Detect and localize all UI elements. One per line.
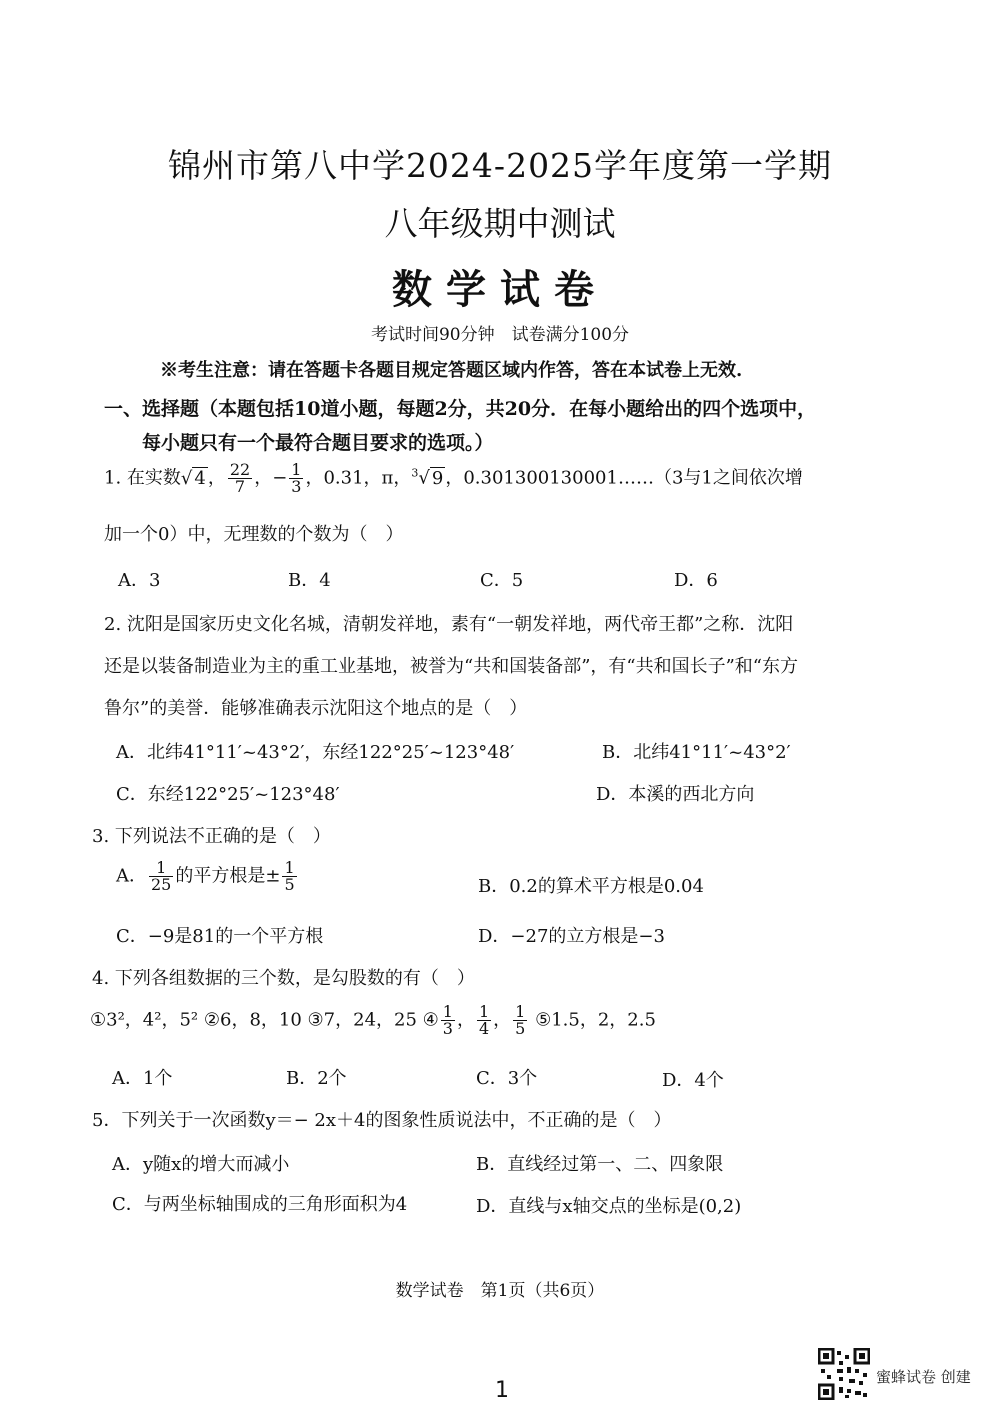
q2-option-c[interactable]: C．东经122°25′~123°48′ <box>116 784 340 805</box>
q4-groups: ①3²，4²，5² ②6，8，10 ③7，24，25 ④ $\frac{1}{3}$ ， $\frac{1}{4}$ ， $\frac{1}{5}$ ⑤1.5，2，2.5 <box>90 1002 656 1038</box>
q4-option-d[interactable]: D．4个 <box>662 1070 724 1091</box>
q1-tail: ，0.301300130001……（3与1之间依次增 <box>445 467 803 489</box>
q5-stem: 5．下列关于一次函数y＝− 2x＋4的图象性质说法中，不正确的是（ ） <box>92 1110 672 1131</box>
q1-frac1-den: 7 <box>234 477 246 496</box>
q1-neg: ，− <box>254 467 288 489</box>
q3-opt-a-mid: 的平方根是± <box>175 865 281 887</box>
q5-option-a[interactable]: A．y随x的增大而减小 <box>112 1154 290 1175</box>
q1-option-c[interactable]: C．5 <box>480 570 524 591</box>
q2-stem-line1: 2. 沈阳是国家历史文化名城，清朝发祥地，素有“一朝发祥地，两代帝王都”之称．沈阳 <box>104 614 794 635</box>
q4-option-b[interactable]: B．2个 <box>286 1068 347 1089</box>
q4-option-a[interactable]: A．1个 <box>112 1068 173 1089</box>
q3-option-a[interactable] <box>116 860 299 893</box>
q5-option-c[interactable]: C．与两坐标轴围成的三角形面积为4 <box>112 1194 408 1215</box>
q4-f2-num: 1 <box>478 1002 490 1021</box>
q3-frac1-den: 25 <box>151 875 172 894</box>
brand-label: 蜜蜂试卷 创建 <box>876 1368 971 1386</box>
q1-stem-line2: 加一个0）中，无理数的个数为（ ） <box>104 524 404 545</box>
fraction-1-3-b <box>441 1004 455 1037</box>
q1-frac1-num: 22 <box>229 460 251 479</box>
q1-frac2-num: 1 <box>291 460 302 479</box>
q4-option-c[interactable]: C．3个 <box>476 1068 538 1089</box>
q2-option-a[interactable]: A．北纬41°11′~43°2′，东经122°25′~123°48′ <box>116 742 515 763</box>
notice: ※考生注意：请在答题卡各题目规定答题区域内作答，答在本试卷上无效. <box>160 360 743 381</box>
section-heading-line1: 一、选择题（本题包括10道小题，每题2分，共20分．在每小题给出的四个选项中， <box>104 398 817 420</box>
q3-frac2-den: 5 <box>284 875 295 894</box>
qr-code-icon <box>818 1348 870 1400</box>
q1-option-b[interactable]: B．4 <box>288 570 331 591</box>
q4-f3-num: 1 <box>515 1002 526 1021</box>
fraction-1-5 <box>282 860 296 893</box>
fraction-1-4 <box>477 1004 491 1037</box>
q3-option-c[interactable]: C．−9是81的一个平方根 <box>116 926 324 947</box>
q1-stem-line1: 1. 在实数√ 4 ， $\frac{22}{7}$ ，− $\frac{1}{3}$ ，0.31，π，$^3$√ 9 ，0.301300130001……（3与1之间依次增 <box>104 460 803 496</box>
q4-f1-den: 3 <box>442 1019 453 1038</box>
q5-option-b[interactable]: B．直线经过第一、二、四象限 <box>476 1154 724 1175</box>
q4-stem: 4. 下列各组数据的三个数，是勾股数的有（ ） <box>92 968 475 989</box>
q2-stem-line2: 还是以装备制造业为主的重工业基地，被誉为“共和国装备部”，有“共和国长子”和“东方 <box>104 656 799 677</box>
exam-info: 考试时间90分钟 试卷满分100分 <box>370 325 630 345</box>
q2-option-b[interactable]: B．北纬41°11′~43°2′ <box>602 742 791 763</box>
q2-option-d[interactable]: D．本溪的西北方向 <box>596 784 755 805</box>
school-title: 锦州市第八中学2024-2025学年度第一学期 <box>167 146 833 185</box>
exam-title: 八年级期中测试 <box>384 204 616 243</box>
fraction-1-3 <box>289 462 303 495</box>
q3-stem: 3. 下列说法不正确的是（ ） <box>92 826 331 847</box>
q1-frac2-den: 3 <box>291 477 302 496</box>
q3-frac1-num: 1 <box>149 860 173 877</box>
fraction-1-25 <box>149 860 173 893</box>
q4-f2-den: 4 <box>478 1019 490 1038</box>
q1-option-d[interactable]: D．6 <box>674 570 718 591</box>
page-footer: 数学试卷 第1页（共6页） <box>395 1281 605 1301</box>
q4-groups-text: ①3²，4²，5² ②6，8，10 ③7，24，25 ④ <box>90 1009 439 1031</box>
q3-option-d[interactable]: D．−27的立方根是−3 <box>478 926 665 947</box>
sqrt4-radicand: 4 <box>194 467 206 489</box>
fraction-1-5-b <box>513 1004 527 1037</box>
q4-group5: ⑤1.5，2，2.5 <box>535 1009 656 1031</box>
q1-mid: ，0.31，π， <box>305 467 412 489</box>
q1-option-a[interactable]: A．3 <box>118 570 161 591</box>
q3-opt-a-prefix: A． <box>116 865 147 887</box>
page-number: 1 <box>495 1378 509 1403</box>
section-heading-line2: 每小题只有一个最符合题目要求的选项。） <box>142 432 494 454</box>
q4-f1-num: 1 <box>442 1002 453 1021</box>
q5-option-d[interactable]: D．直线与x轴交点的坐标是(0,2) <box>476 1196 742 1217</box>
cbrt-radicand: 9 <box>431 467 444 489</box>
q4-f3-den: 5 <box>515 1019 526 1038</box>
subject-title: 数学试卷 <box>392 266 608 313</box>
q3-frac2-num: 1 <box>284 858 295 877</box>
fraction-22-7 <box>228 462 252 495</box>
sqrt4: √ 4 <box>180 467 206 489</box>
q1-prefix: 1. 在实数 <box>104 467 181 489</box>
cbrt-index: 3 <box>411 466 419 480</box>
q2-stem-line3: 鲁尔”的美誉．能够准确表示沈阳这个地点的是（ ） <box>104 698 528 719</box>
q3-option-b[interactable]: B．0.2的算术平方根是0.04 <box>478 876 704 897</box>
